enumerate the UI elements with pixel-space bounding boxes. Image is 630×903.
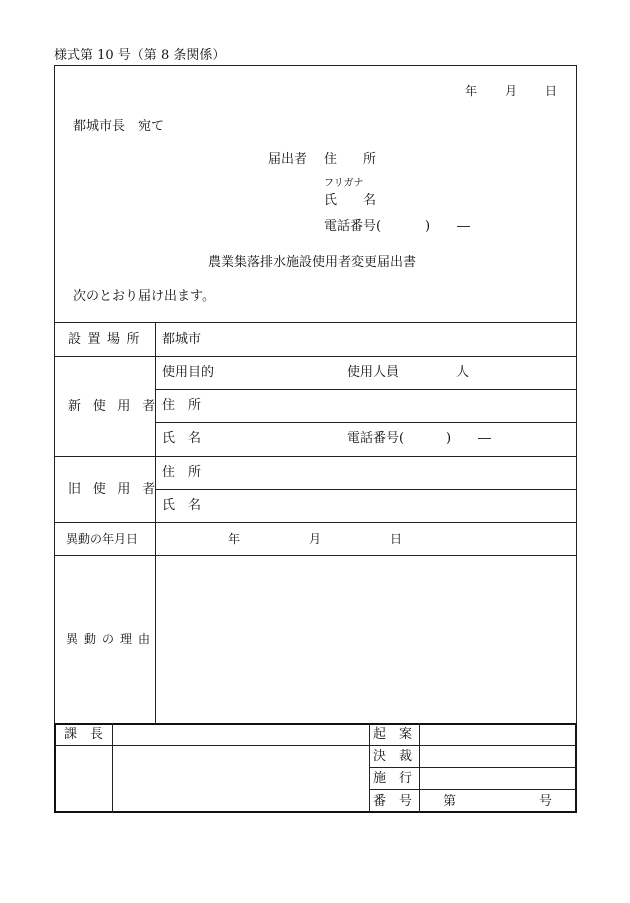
intro-text: 次のとおり届け出ます。 — [73, 289, 215, 304]
new-user-phone-paren: ) — [446, 431, 452, 446]
header-day: 日 — [545, 84, 558, 98]
approval-divider — [419, 723, 420, 813]
new-user-name-label: 氏 名 — [162, 431, 202, 446]
column-divider — [155, 322, 156, 724]
addressee: 都城市長 宛て — [73, 119, 165, 134]
old-user-label: 旧使用者 — [68, 482, 167, 497]
row-divider — [155, 389, 577, 390]
persons-label: 使用人員 — [347, 365, 400, 380]
header-month: 月 — [505, 84, 518, 98]
notifier-address-label: 住 所 — [324, 152, 377, 167]
approval-divider — [112, 723, 113, 813]
notifier-name-label: 氏 名 — [324, 193, 377, 208]
change-date-day: 日 — [390, 532, 403, 546]
notifier-phone-label: 電話番号( — [324, 219, 382, 234]
row-divider — [54, 456, 577, 457]
row-divider — [54, 522, 577, 523]
row-divider — [54, 555, 577, 556]
furigana-label: フリガナ — [324, 178, 364, 189]
row-divider — [155, 422, 577, 423]
reason-label: 異動の理由 — [66, 632, 157, 646]
approval-row-divider — [369, 789, 577, 790]
form-number: 様式第 10 号（第 8 条関係） — [54, 48, 226, 63]
persons-unit: 人 — [456, 365, 470, 380]
purpose-label: 使用目的 — [162, 365, 215, 380]
location-label: 設置場所 — [68, 332, 147, 347]
decision-label: 決 裁 — [373, 749, 413, 764]
change-date-label: 異動の年月日 — [66, 532, 139, 546]
approval-table — [54, 723, 577, 813]
row-divider — [54, 322, 577, 323]
location-value: 都城市 — [162, 332, 202, 347]
new-user-phone-dash: ― — [478, 431, 491, 446]
old-user-name-label: 氏 名 — [162, 498, 202, 513]
header-year: 年 — [465, 84, 478, 98]
number-dai: 第 — [443, 794, 457, 809]
new-user-phone-label: 電話番号( — [347, 431, 405, 446]
number-go: 号 — [539, 794, 553, 809]
reason-field[interactable] — [160, 560, 570, 718]
notifier-phone-paren: ) — [425, 219, 431, 234]
row-divider — [54, 356, 577, 357]
notifier-label: 届出者 — [268, 152, 308, 167]
section-chief-label: 課 長 — [64, 727, 104, 742]
number-label: 番 号 — [373, 794, 413, 809]
approval-row-divider — [54, 745, 577, 746]
change-date-year: 年 — [228, 532, 241, 546]
enforcement-label: 施 行 — [373, 771, 413, 786]
change-date-month: 月 — [309, 532, 322, 546]
old-user-address-label: 住 所 — [162, 465, 202, 480]
approval-divider — [369, 723, 370, 813]
new-user-address-label: 住 所 — [162, 398, 202, 413]
draft-label: 起 案 — [373, 727, 413, 742]
document-title: 農業集落排水施設使用者変更届出書 — [208, 255, 417, 270]
notifier-phone-dash: ― — [457, 219, 470, 234]
approval-row-divider — [369, 767, 577, 768]
new-user-label: 新使用者 — [68, 399, 167, 414]
row-divider — [155, 489, 577, 490]
